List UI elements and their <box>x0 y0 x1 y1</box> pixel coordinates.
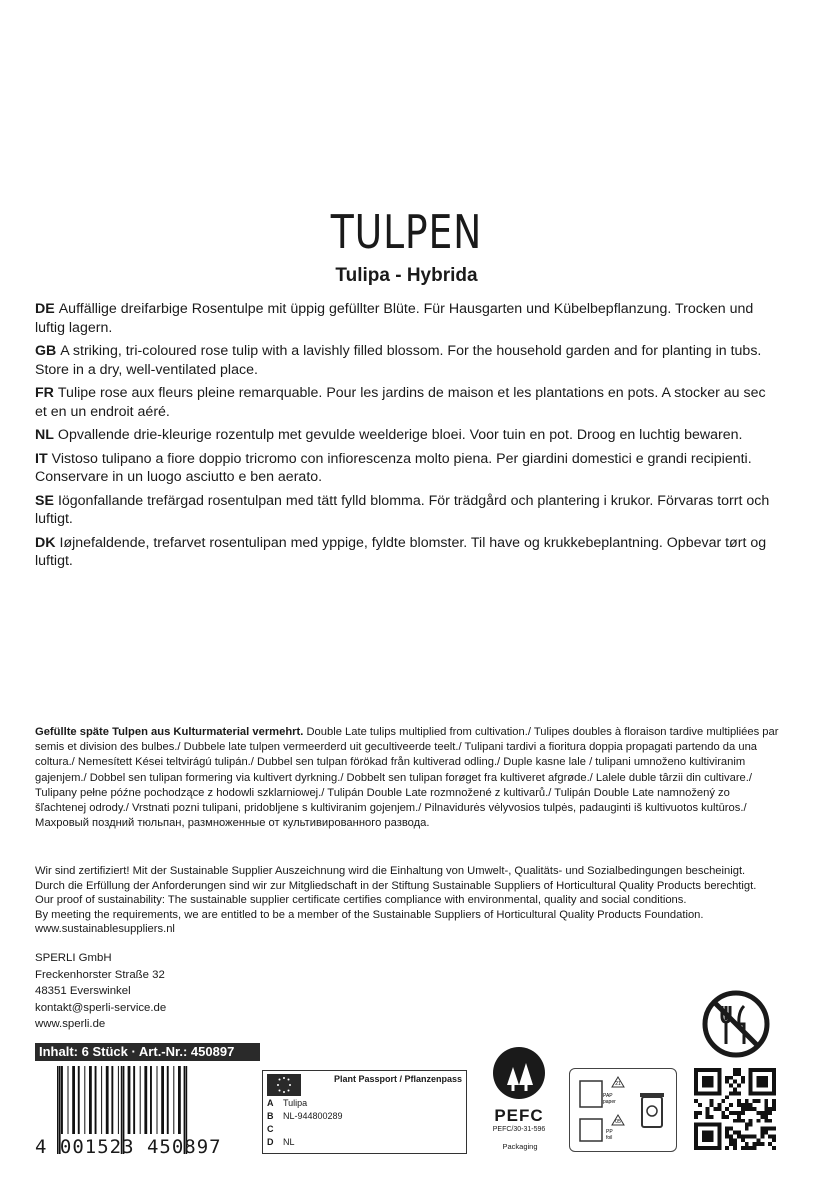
passport-title: Plant Passport / Pflanzenpass <box>333 1074 462 1084</box>
description-se: SE Iögonfallande trefärgad rosentulpan med tätt fylld blomma. För trädgård och plantering i krukor. Förvaras torrt och luftigt. <box>35 492 770 527</box>
pefc-tree-icon <box>489 1045 549 1101</box>
sustainable-link[interactable]: www.sustainablesuppliers.nl <box>35 923 175 936</box>
qr-code-icon <box>694 1068 776 1150</box>
eu-flag-icon <box>267 1074 301 1096</box>
description-nl: NL Opvallende drie-kleurige rozentulp met gevulde weelderige bloei. Voor tuin en pot. Droog en luchtig bewaren. <box>35 427 743 443</box>
product-title: TULPEN <box>330 205 483 259</box>
svg-text:05: 05 <box>615 1119 621 1125</box>
passport-row-c: C <box>267 1124 274 1134</box>
description-list <box>35 300 780 576</box>
certification-text: Wir sind zertifiziert! Mit der Sustainable Supplier Auszeichnung wird die Einhaltung von Umwelt-, Qualitäts- und Sozialbedingungen bescheinigt. Durch die Erfüllung der Anforderungen sind wir zur Mitgliedschaft in der Stiftung Sustainable Suppliers of Horticultural Quality Products berechtigt. Our proof of sustainability: The sustainable supplier certificate certifies compliance with environmental, quality and social conditions. By meeting the requirements, we are entitled to be a member of the Sustainable Suppliers of Horticultural Quality Products Foundation. www.sustainablesuppliers.nl <box>35 864 795 937</box>
passport-row-d: D NL <box>267 1137 295 1147</box>
description-gb: GB A striking, tri-coloured rose tulip with a lavishly filled blossom. For the household garden and for planting in tubs. Store in a dry, well-ventilated place. <box>35 343 762 378</box>
description-de: DE Auffällige dreifarbige Rosentulpe mit üppig gefüllter Blüte. Für Hausgarten und Kübelbepflanzung. Trocken und luftig lagern. <box>35 301 754 336</box>
description-it: IT Vistoso tulipano a fiore doppio tricromo con infiorescenza molto piena. Per giardini domestici e grandi recipienti. Conservare in un luogo asciutto e ben aerato. <box>35 450 752 485</box>
svg-text:PAP: PAP <box>603 1093 613 1099</box>
plant-passport <box>262 1070 467 1154</box>
company-address: SPERLI GmbH Freckenhorster Straße 32 48351 Everswinkel kontakt@sperli-service.de www.sperli.de <box>35 950 166 1033</box>
svg-text:21: 21 <box>615 1081 621 1087</box>
passport-row-a: A Tulipa <box>267 1098 308 1108</box>
cultivation-note: Gefüllte späte Tulpen aus Kulturmaterial vermehrt. Double Late tulips multiplied from cultivation./ Tulipes doubles à floraison tardive multipliées par semis et division des bulbes./ Dubbele late tulpen vermeerderd uit gecultiveerde teelt./ Tulipani tardivi a fioritura doppia propagati partendo da una coltura./ Nemesített Kései teltvirágú tulipán./ Dubbel sen tulpan förökad från kultiverad odling./ Duple kasne lale / tulipani umnoženo kultiviranim gajenjem./ Dobbel sen tulipan formering via kultivert dyrkning./ Dobbelt sen tulipan forøget fra kultiveret afgrøde./ Lalele duble târzii din cultivare./ Tulipany pełne późne pochodzące z hodowli szklarniowej./ Tulipán Double Late rozmnožené z kultivarů./ Tulipán Double Late namnožený zo šľachtenej odrody./ Vrstnati pozni tulipani, pridobljene s kultiviranim gojenjem./ Pilnavidurės vėlyvosios tulpės, padauginti iš kultivuotos kultūros./ Махровый поздний тюльпан, размноженные от культивированного развода. <box>35 726 779 830</box>
packaging-caption: Packaging <box>502 1142 538 1151</box>
ean-number: 4 001523 450897 <box>35 1136 222 1158</box>
description-dk: DK Iøjnefaldende, trefarvet rosentulipan med yppige, fyldte blomster. Til have og krukkebeplantning. Opbevar tørt og luftigt. <box>35 534 767 569</box>
website-link[interactable]: www.sperli.de <box>35 1018 106 1030</box>
passport-row-b: B NL-944800289 <box>267 1111 343 1121</box>
svg-text:foil: foil <box>606 1135 613 1141</box>
description-fr: FR Tulipe rose aux fleurs pleine remarquable. Pour les jardins de maison et les plantations en pots. A stocker au sec et en un endroit aéré. <box>35 385 766 420</box>
email-link[interactable]: kontakt@sperli-service.de <box>35 1001 167 1014</box>
recycling-icon <box>569 1068 677 1152</box>
pefc-logo: PEFC PEFC/30-31-596 <box>487 1045 551 1155</box>
product-subtitle: Tulipa - Hybrida <box>335 265 478 286</box>
content-label: Inhalt: 6 Stück · Art.-Nr.: 450897 <box>35 1043 260 1061</box>
svg-text:paper: paper <box>603 1099 616 1105</box>
no-food-icon <box>700 988 772 1060</box>
svg-text:PP: PP <box>606 1129 613 1135</box>
